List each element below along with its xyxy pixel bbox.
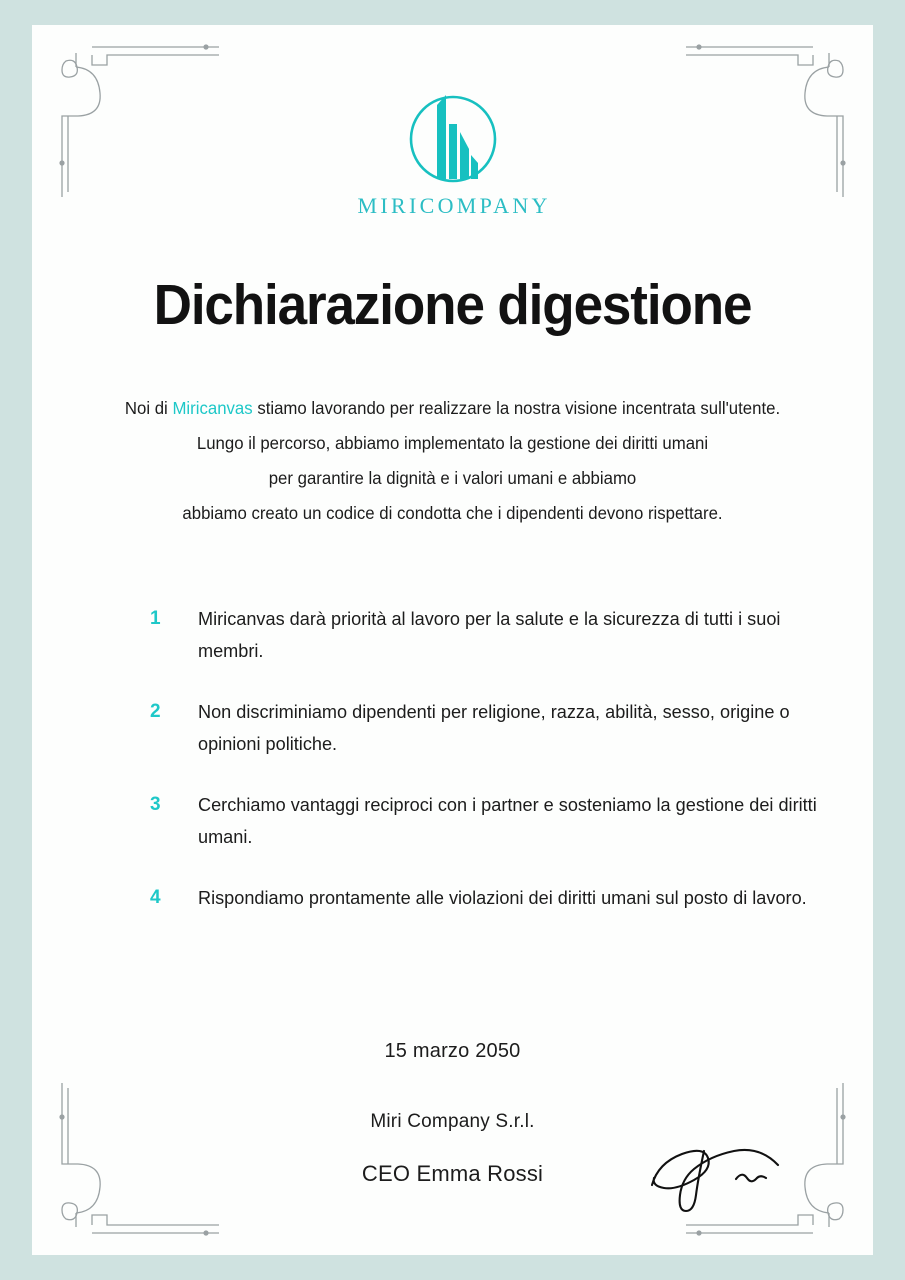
miricompany-building-logo-icon [407,93,499,185]
logo-wordmark: MIRICOMPANY [357,193,551,218]
signature-officer: CEO Emma Rossi [361,1161,544,1186]
page-title: Dichiarazione digestione [153,273,752,337]
clause-text: Miricanvas darà priorità al lavoro per la salute e la sicurezza di tutti i suoi membri. [198,608,781,661]
clause-number: 1 [150,608,161,629]
list-item [150,882,830,914]
intro-paragraph [47,391,859,531]
clause-text: Rispondiamo prontamente alle violazioni dei diritti umani sul posto di lavoro. [198,887,807,908]
handwritten-signature-icon [640,1137,790,1219]
certificate-card [32,25,873,1255]
clause-list [150,603,830,914]
intro-line-1-suffix: stiamo lavorando per realizzare la nostra visione incentrata sull'utente. [252,398,781,418]
intro-line-2: Lungo il percorso, abbiamo implementato la gestione dei diritti umani [196,433,709,453]
intro-line-4: abbiamo creato un codice di condotta che i dipendenti devono rispettare. [182,503,723,523]
signature-date: 15 marzo 2050 [384,1040,521,1062]
clause-text: Non discriminiamo dipendenti per religione, razza, abilità, sesso, origine o opinioni politiche. [198,701,790,754]
list-item [150,603,830,667]
clause-number: 3 [150,794,161,815]
list-item [150,696,830,760]
list-item [150,789,830,853]
brand-name-highlight: Miricanvas [172,398,253,418]
intro-line-1 [47,391,859,426]
clause-number: 4 [150,887,161,908]
logo-block [32,93,873,219]
intro-line-3: per garantire la dignità e i valori umani e abbiamo [268,468,637,488]
intro-line-1-prefix: Noi di [124,398,173,418]
clause-number: 2 [150,701,161,722]
signature-company: Miri Company S.r.l. [370,1111,535,1132]
clause-text: Cerchiamo vantaggi reciproci con i partner e sosteniamo la gestione dei diritti umani. [198,794,817,847]
